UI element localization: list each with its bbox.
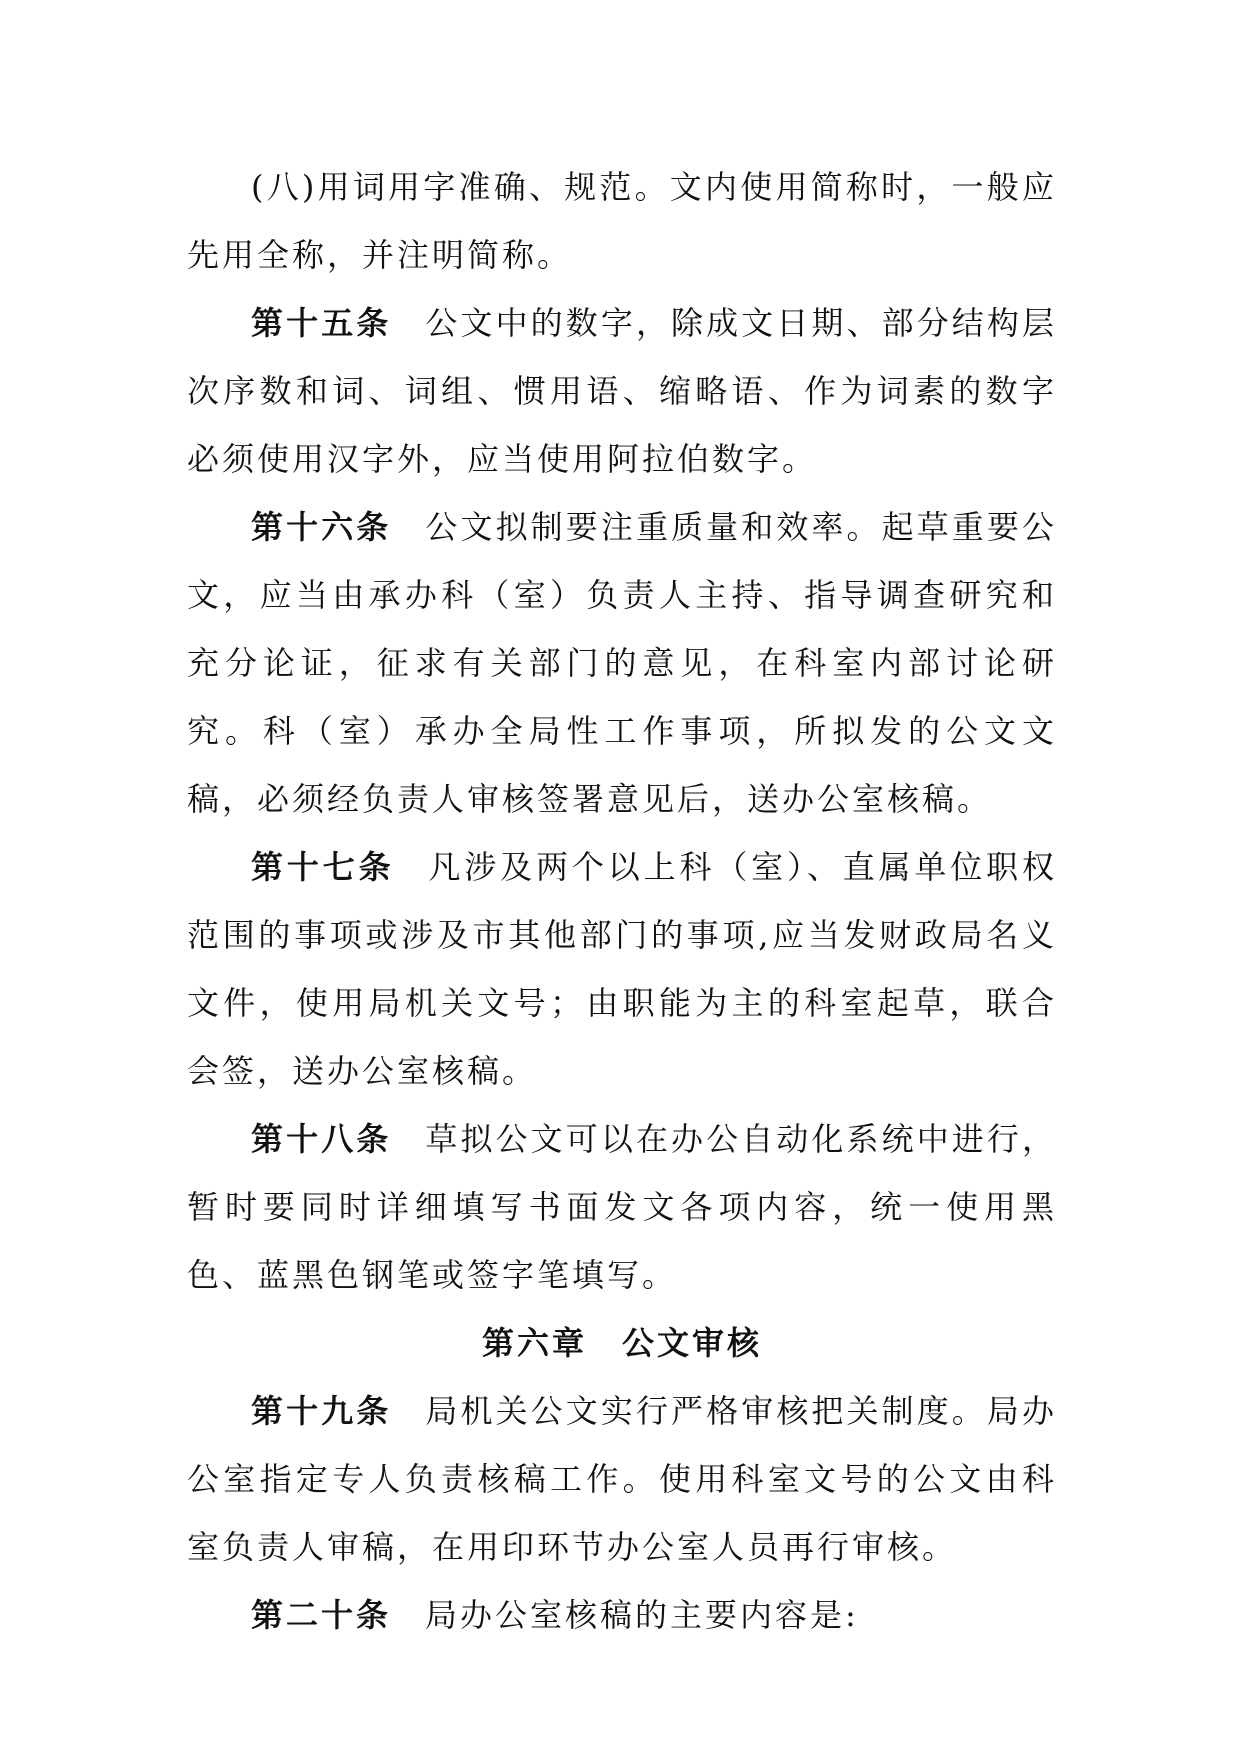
document-body <box>187 153 1057 1649</box>
paragraph-text: 凡涉及两个以上科（室）、直属单位职权范围的事项或涉及市其他部门的事项,应当发财政局名义文件，使用局机关文号；由职能为主的科室起草，联合会签，送办公室核稿。 <box>187 848 1057 1090</box>
article-number: 第十六条 <box>251 508 392 546</box>
paragraph-article-17 <box>187 833 1057 1105</box>
paragraph-article-16 <box>187 493 1057 833</box>
paragraph-article-15 <box>187 289 1057 493</box>
paragraph-article-18 <box>187 1105 1057 1309</box>
article-number: 第十八条 <box>251 1120 392 1158</box>
article-number: 第十九条 <box>251 1392 392 1430</box>
article-number: 第十五条 <box>251 304 392 342</box>
paragraph-article-20 <box>187 1581 1057 1649</box>
article-number: 第二十条 <box>251 1596 392 1634</box>
paragraph-text: (八)用词用字准确、规范。文内使用简称时，一般应先用全称，并注明简称。 <box>187 168 1057 274</box>
paragraph-article-19 <box>187 1377 1057 1581</box>
paragraph-text: 局机关公文实行严格审核把关制度。局办公室指定专人负责核稿工作。使用科室文号的公文由科室负责人审稿，在用印环节办公室人员再行审核。 <box>187 1392 1057 1566</box>
paragraph-text: 局办公室核稿的主要内容是: <box>425 1596 859 1634</box>
paragraph-item-8 <box>187 153 1057 289</box>
paragraph-text: 公文中的数字，除成文日期、部分结构层次序数和词、词组、惯用语、缩略语、作为词素的数字必须使用汉字外，应当使用阿拉伯数字。 <box>187 304 1057 478</box>
paragraph-text: 草拟公文可以在办公自动化系统中进行，暂时要同时详细填写书面发文各项内容，统一使用黑色、蓝黑色钢笔或签字笔填写。 <box>187 1120 1057 1294</box>
article-number: 第十七条 <box>251 848 395 886</box>
chapter-heading: 第六章 公文审核 <box>481 1324 762 1362</box>
paragraph-text: 公文拟制要注重质量和效率。起草重要公文，应当由承办科（室）负责人主持、指导调查研究和充分论证，征求有关部门的意见，在科室内部讨论研究。科（室）承办全局性工作事项，所拟发的公文文稿，必须经负责人审核签署意见后，送办公室核稿。 <box>187 508 1057 818</box>
